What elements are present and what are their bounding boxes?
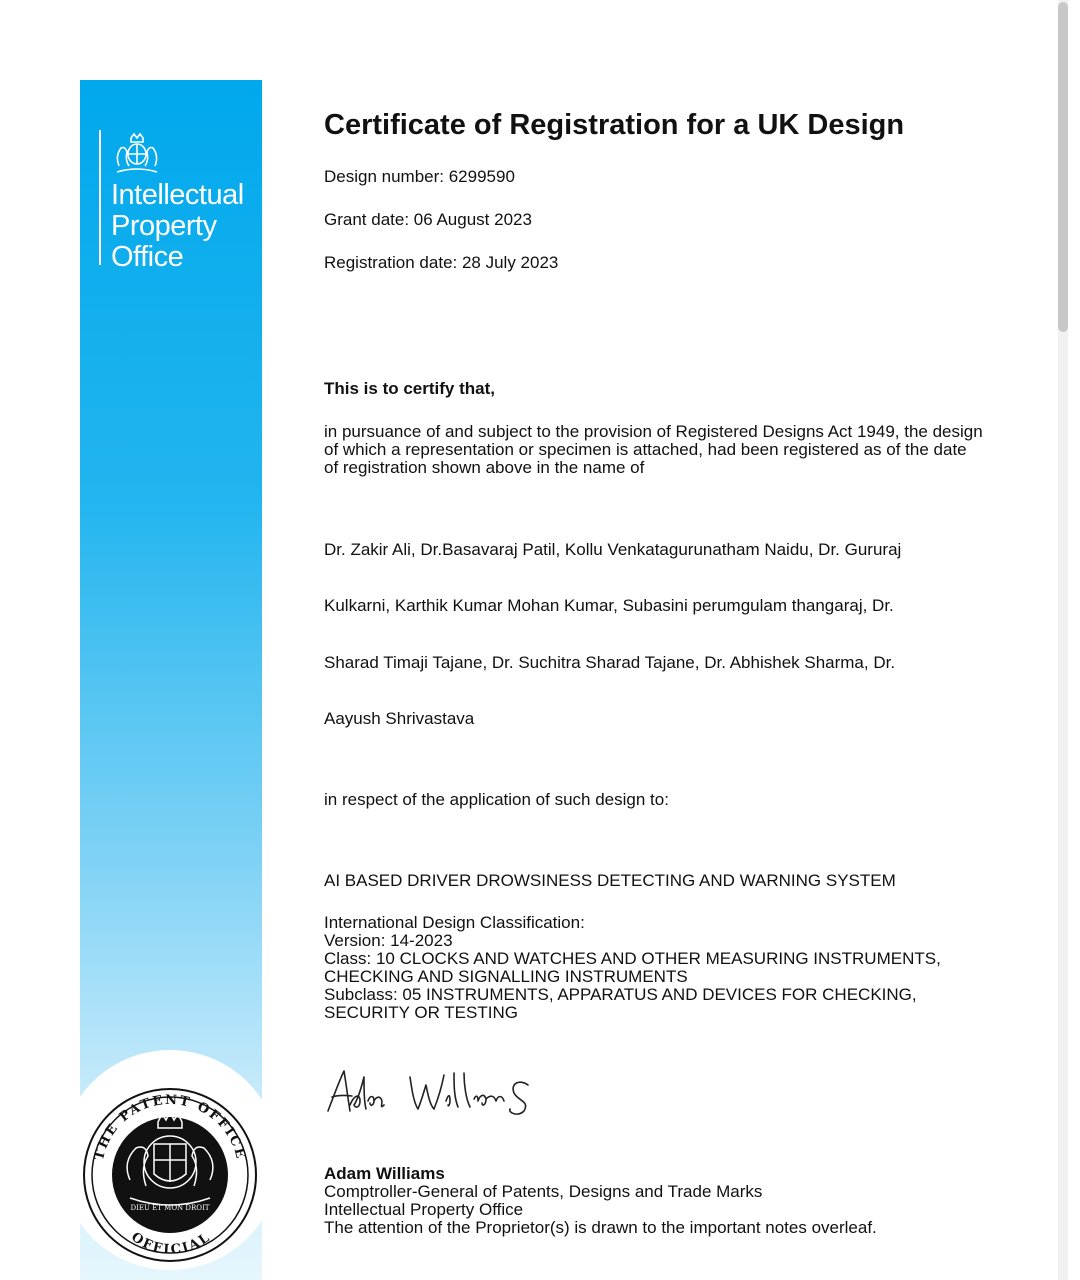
seal-bottom-text: OFFICIAL — [128, 1229, 214, 1258]
design-classification — [324, 914, 984, 1022]
certificate-title: Certificate of Registration for a UK Design — [324, 109, 905, 141]
proprietor-names-line-3: Sharad Timaji Tajane, Dr. Suchitra Sharad Tajane, Dr. Abhishek Sharma, Dr. — [324, 653, 896, 672]
patent-office-seal — [80, 1060, 262, 1280]
signer-title: Comptroller-General of Patents, Designs and Trade Marks — [324, 1182, 763, 1201]
signatory-block — [324, 1165, 877, 1237]
proprietor-names-line-2: Kulkarni, Karthik Kumar Mohan Kumar, Subasini perumgulam thangaraj, Dr. — [324, 596, 894, 615]
provision-paragraph: in pursuance of and subject to the provision of Registered Designs Act 1949, the design of which a representation or specimen is attached, had been registered as of the date of registration shown above in the name of — [324, 422, 983, 477]
classification-subclass: Subclass: 05 INSTRUMENTS, APPARATUS AND DEVICES FOR CHECKING, SECURITY OR TESTING — [324, 985, 917, 1022]
logo-line-2: Property — [111, 210, 217, 242]
handwritten-signature — [324, 1065, 534, 1121]
design-title: AI BASED DRIVER DROWSINESS DETECTING AND WARNING SYSTEM — [324, 871, 896, 890]
svg-text:OFFICIAL — [128, 1230, 214, 1258]
ipo-sidebar-band — [80, 80, 262, 1280]
certify-heading: This is to certify that, — [324, 379, 495, 398]
proprietor-notice: The attention of the Proprietor(s) is drawn to the important notes overleaf. — [324, 1218, 877, 1237]
signer-office: Intellectual Property Office — [324, 1200, 524, 1219]
ipo-logo-text — [111, 180, 244, 273]
seal-motto: DIEU ET MON DROIT — [130, 1204, 210, 1212]
seal-emblem-icon — [80, 1060, 262, 1280]
logo-line-3: Office — [111, 241, 184, 273]
signer-name: Adam Williams — [324, 1164, 445, 1183]
royal-crest-icon — [111, 132, 163, 176]
proprietor-names-line-1: Dr. Zakir Ali, Dr.Basavaraj Patil, Kollu Venkatagurunatham Naidu, Dr. Gururaj — [324, 540, 902, 559]
registration-date: Registration date: 28 July 2023 — [324, 253, 559, 272]
classification-heading: International Design Classification: — [324, 913, 585, 932]
logo-line-1: Intellectual — [111, 179, 244, 211]
seal-top-text: THE PATENT OFFICE — [92, 1092, 248, 1162]
design-number: Design number: 6299590 — [324, 167, 515, 186]
classification-version: Version: 14-2023 — [324, 931, 453, 950]
respect-text: in respect of the application of such design to: — [324, 790, 669, 809]
classification-class: Class: 10 CLOCKS AND WATCHES AND OTHER MEASURING INSTRUMENTS, CHECKING AND SIGNALLING INSTRUMENTS — [324, 949, 941, 986]
scrollbar-thumb[interactable] — [1058, 2, 1068, 332]
logo-divider — [99, 130, 101, 265]
grant-date: Grant date: 06 August 2023 — [324, 210, 532, 229]
proprietor-names-line-4: Aayush Shrivastava — [324, 709, 475, 728]
